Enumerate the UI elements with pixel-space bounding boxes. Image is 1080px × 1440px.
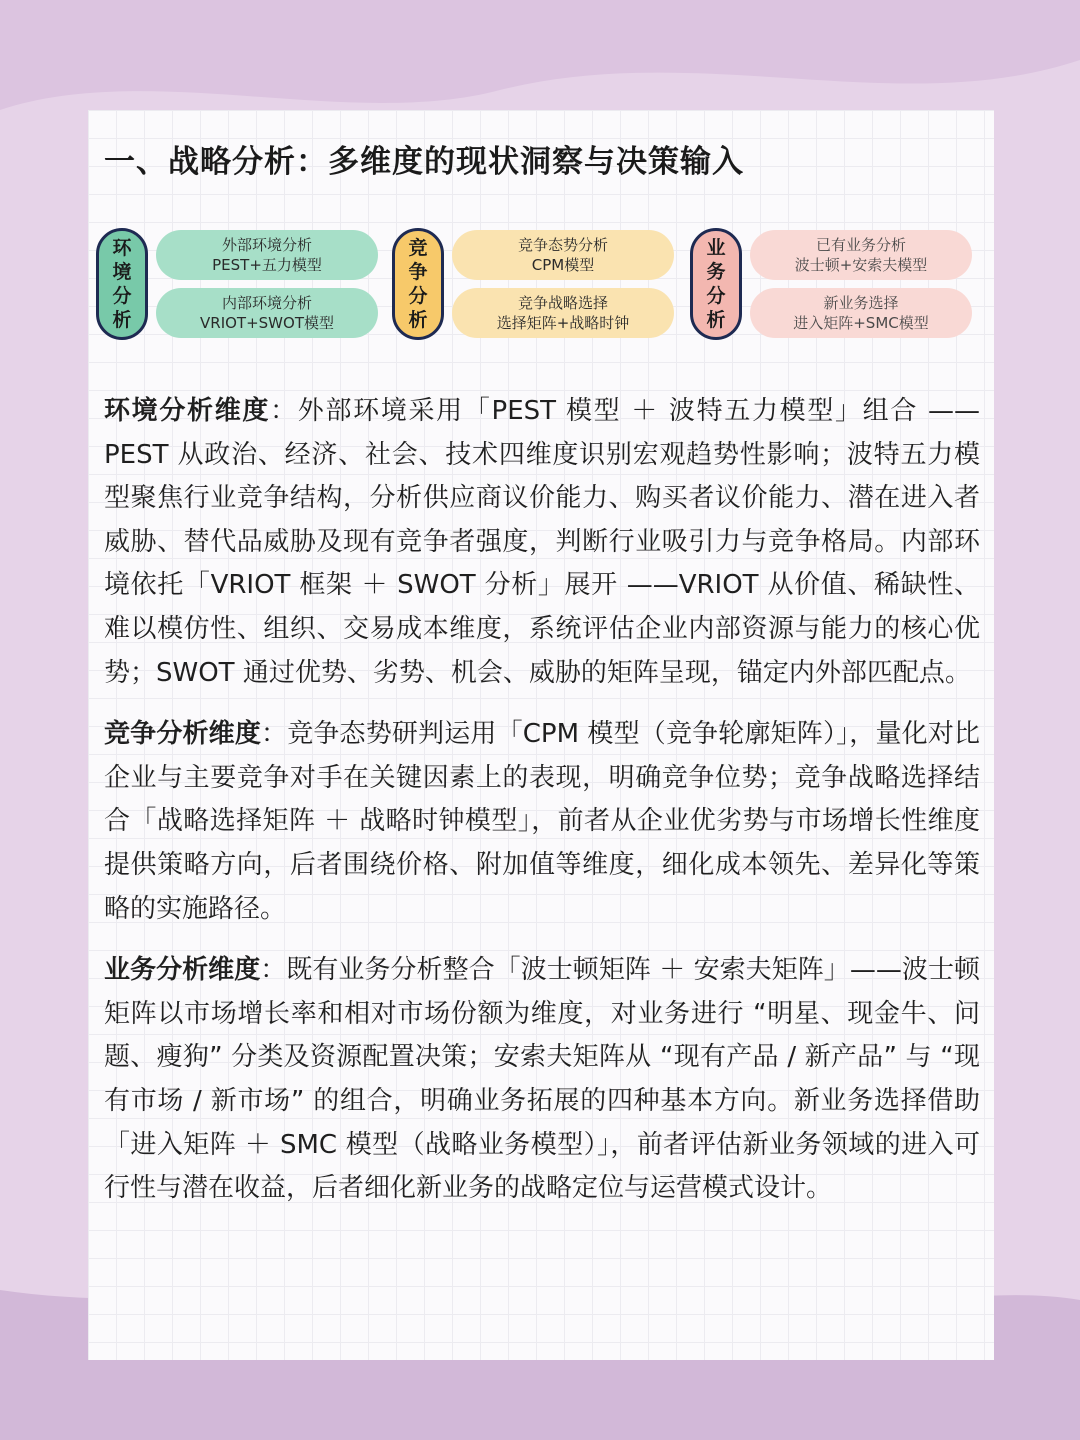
- label-char: 分: [112, 285, 132, 307]
- paragraph-title: 环境分析维度: [104, 396, 271, 426]
- label-char: 分: [408, 285, 428, 307]
- label-char: 业: [706, 237, 726, 259]
- environment-analysis-label: [96, 228, 148, 340]
- pill-subtitle: 进入矩阵+SMC模型: [793, 314, 929, 332]
- label-char: 析: [112, 309, 132, 331]
- label-char: 竞: [408, 237, 428, 259]
- business-paragraph: [104, 949, 980, 1211]
- label-char: 析: [408, 309, 428, 331]
- existing-business-pill: [750, 230, 972, 280]
- paragraph-text: ：既有业务分析整合「波士顿矩阵 ＋ 安索夫矩阵」——波士顿矩阵以市场增长率和相对市场份额为维度，对业务进行 “明星、现金牛、问题、瘦狗” 分类及资源配置决策；安索夫矩阵从 “现有产品 / 新产品” 与 “现有市场 / 新市场” 的组合，明确业务拓展的四种基本方向。新业务选择借助「进入矩阵 ＋ SMC 模型（战略业务模型）」，前者评估新业务领域的进入可行性与潜在收益，后者细化新业务的战略定位与运营模式设计。: [104, 955, 980, 1204]
- paragraph-title: 竞争分析维度: [104, 719, 262, 750]
- pill-title: 竞争战略选择: [517, 294, 608, 312]
- pill-subtitle: 选择矩阵+战略时钟: [496, 314, 630, 332]
- pill-title: 外部环境分析: [221, 236, 312, 254]
- section-heading: 一、战略分析：多维度的现状洞察与决策输入: [104, 144, 744, 180]
- pill-title: 已有业务分析: [815, 236, 906, 254]
- pill-subtitle: 波士顿+安索夫模型: [794, 256, 928, 274]
- label-char: 析: [706, 309, 726, 331]
- pill-title: 新业务选择: [823, 294, 899, 312]
- label-char: 环: [112, 237, 132, 259]
- business-analysis-label: [690, 228, 742, 340]
- label-char: 争: [408, 261, 428, 283]
- label-char: 务: [706, 261, 726, 283]
- label-char: 境: [112, 261, 132, 283]
- internal-environment-pill: [156, 288, 378, 338]
- paragraph-text: ：竞争态势研判运用「CPM 模型（竞争轮廓矩阵）」，量化对比企业与主要竞争对手在关键因素上的表现，明确竞争位势；竞争战略选择结合「战略选择矩阵 ＋ 战略时钟模型」，前者从企业优劣势与市场增长性维度提供策略方向，后者围绕价格、附加值等维度，细化成本领先、差异化等策略的实施路径。: [104, 719, 980, 924]
- pill-title: 内部环境分析: [221, 294, 312, 312]
- pill-subtitle: PEST+五力模型: [212, 256, 322, 274]
- external-environment-pill: [156, 230, 378, 280]
- pill-title: 竞争态势分析: [517, 236, 608, 254]
- new-business-pill: [750, 288, 972, 338]
- competition-paragraph: [104, 713, 980, 931]
- competition-analysis-label: [392, 228, 444, 340]
- body-text: [104, 390, 980, 1229]
- paragraph-title: 业务分析维度: [104, 955, 261, 986]
- label-char: 分: [706, 285, 726, 307]
- environment-paragraph: [104, 390, 980, 695]
- competitive-situation-pill: [452, 230, 674, 280]
- pill-subtitle: CPM模型: [531, 256, 595, 274]
- pill-subtitle: VRIOT+SWOT模型: [200, 314, 334, 332]
- competitive-strategy-pill: [452, 288, 674, 338]
- analysis-overview: [96, 228, 986, 340]
- paragraph-text: ：外部环境采用「PEST 模型 ＋ 波特五力模型」组合 ——PEST 从政治、经济、社会、技术四维度识别宏观趋势性影响；波特五力模型聚焦行业竞争结构，分析供应商议价能力、购买者议价能力、潜在进入者威胁、替代品威胁及现有竞争者强度，判断行业吸引力与竞争格局。内部环境依托「VRIOT 框架 ＋ SWOT 分析」展开 ——VRIOT 从价值、稀缺性、难以模仿性、组织、交易成本维度，系统评估企业内部资源与能力的核心优势；SWOT 通过优势、劣势、机会、威胁的矩阵呈现，锚定内外部匹配点。: [104, 396, 980, 688]
